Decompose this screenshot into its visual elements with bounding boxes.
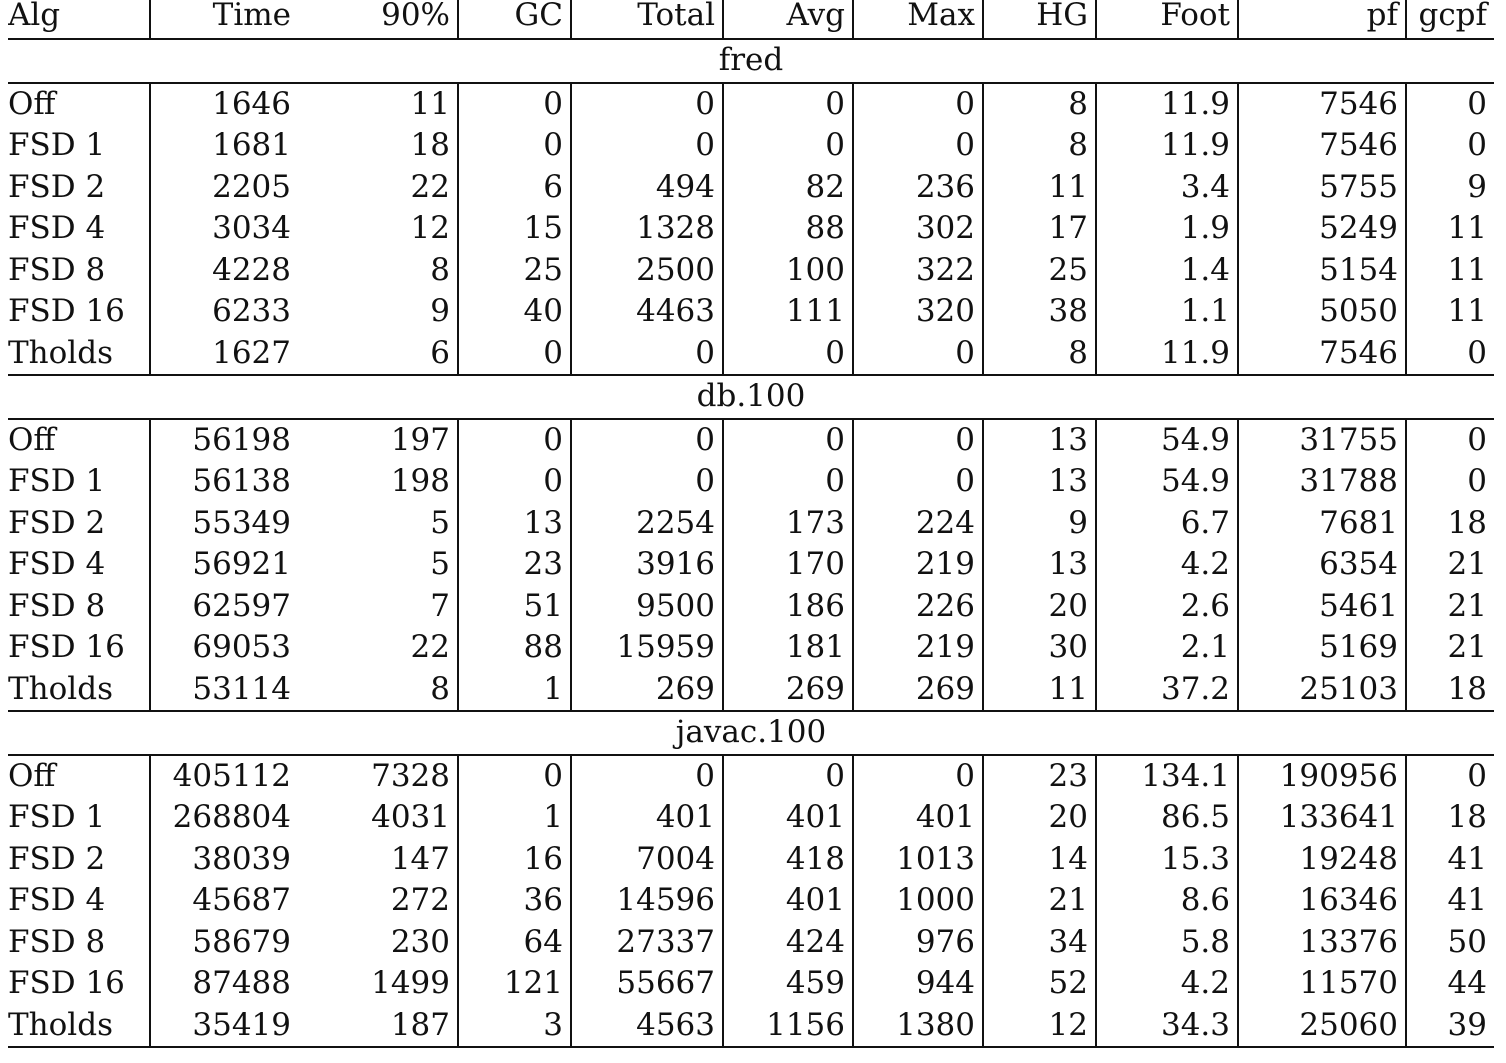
value-cell: 0 bbox=[1467, 463, 1487, 500]
value-cell: 7546 bbox=[1238, 125, 1406, 167]
value-cell: 7 bbox=[298, 586, 458, 628]
column-header: Foot bbox=[1096, 0, 1238, 39]
value-cell: 6 bbox=[298, 333, 458, 376]
value-cell: 38 bbox=[983, 291, 1096, 333]
value-cell: 27337 bbox=[571, 922, 723, 964]
value-cell: 1.4 bbox=[1096, 250, 1238, 292]
value-cell: 34.3 bbox=[1096, 1005, 1238, 1048]
value-cell: 459 bbox=[723, 963, 853, 1005]
value-cell: 14 bbox=[983, 839, 1096, 881]
value-cell: 0 bbox=[571, 419, 723, 462]
value-cell: 18 bbox=[1447, 799, 1487, 836]
value-cell: 31755 bbox=[1238, 419, 1406, 462]
value-cell: 45687 bbox=[192, 882, 291, 919]
table-row bbox=[8, 83, 1494, 126]
algorithm-cell: FSD 2 bbox=[8, 839, 150, 881]
value-cell: 1681 bbox=[212, 127, 291, 164]
value-cell: 69053 bbox=[192, 629, 291, 666]
value-cell: 187 bbox=[298, 1005, 458, 1048]
value-cell: 44 bbox=[1447, 965, 1487, 1002]
value-cell: 23 bbox=[983, 755, 1096, 798]
value-cell: 36 bbox=[458, 880, 571, 922]
value-cell: 21 bbox=[983, 880, 1096, 922]
value-cell: 5 bbox=[298, 503, 458, 545]
value-cell: 21 bbox=[1447, 546, 1487, 583]
value-cell: 0 bbox=[1467, 334, 1487, 371]
value-cell: 2500 bbox=[571, 250, 723, 292]
value-cell: 41 bbox=[1447, 882, 1487, 919]
value-cell: 22 bbox=[298, 627, 458, 669]
value-cell: 944 bbox=[853, 963, 983, 1005]
value-cell: 88 bbox=[458, 627, 571, 669]
value-cell: 87488 bbox=[192, 965, 291, 1002]
value-cell: 224 bbox=[853, 503, 983, 545]
value-cell: 147 bbox=[298, 839, 458, 881]
table-row bbox=[8, 963, 1494, 1005]
value-cell: 16 bbox=[458, 839, 571, 881]
column-header: GC bbox=[458, 0, 571, 39]
value-cell: 12 bbox=[983, 1005, 1096, 1048]
value-cell: 3.4 bbox=[1096, 167, 1238, 209]
value-cell: 56921 bbox=[192, 546, 291, 583]
value-cell: 4.2 bbox=[1096, 544, 1238, 586]
table-row bbox=[8, 797, 1494, 839]
value-cell: 6 bbox=[458, 167, 571, 209]
value-cell: 111 bbox=[723, 291, 853, 333]
column-header: pf bbox=[1238, 0, 1406, 39]
value-cell: 5461 bbox=[1238, 586, 1406, 628]
value-cell: 7328 bbox=[298, 755, 458, 798]
value-cell: 0 bbox=[853, 461, 983, 503]
value-cell: 8.6 bbox=[1096, 880, 1238, 922]
value-cell: 5050 bbox=[1238, 291, 1406, 333]
value-cell: 100 bbox=[723, 250, 853, 292]
value-cell: 2.6 bbox=[1096, 586, 1238, 628]
value-cell: 55349 bbox=[192, 504, 291, 541]
value-cell: 18 bbox=[1447, 670, 1487, 707]
value-cell: 0 bbox=[723, 461, 853, 503]
value-cell: 7546 bbox=[1238, 333, 1406, 376]
value-cell: 21 bbox=[1447, 587, 1487, 624]
value-cell: 494 bbox=[571, 167, 723, 209]
results-table bbox=[8, 0, 1494, 1048]
table-row bbox=[8, 1005, 1494, 1048]
value-cell: 0 bbox=[458, 333, 571, 376]
table-row bbox=[8, 627, 1494, 669]
value-cell: 1013 bbox=[853, 839, 983, 881]
value-cell: 55667 bbox=[571, 963, 723, 1005]
value-cell: 13 bbox=[983, 544, 1096, 586]
value-cell: 197 bbox=[298, 419, 458, 462]
value-cell: 11 bbox=[1447, 251, 1487, 288]
value-cell: 268804 bbox=[172, 799, 291, 836]
value-cell: 0 bbox=[853, 125, 983, 167]
value-cell: 401 bbox=[571, 797, 723, 839]
value-cell: 269 bbox=[853, 669, 983, 712]
value-cell: 11 bbox=[983, 669, 1096, 712]
value-cell: 15959 bbox=[571, 627, 723, 669]
algorithm-cell: FSD 4 bbox=[8, 208, 150, 250]
value-cell: 4563 bbox=[571, 1005, 723, 1048]
table-body bbox=[8, 39, 1494, 1047]
value-cell: 4.2 bbox=[1096, 963, 1238, 1005]
value-cell: 56138 bbox=[192, 463, 291, 500]
value-cell: 18 bbox=[1447, 504, 1487, 541]
value-cell: 401 bbox=[723, 880, 853, 922]
value-cell: 1 bbox=[458, 669, 571, 712]
table-row bbox=[8, 419, 1494, 462]
algorithm-cell: FSD 1 bbox=[8, 797, 150, 839]
algorithm-cell: FSD 2 bbox=[8, 167, 150, 209]
value-cell: 4463 bbox=[571, 291, 723, 333]
value-cell: 37.2 bbox=[1096, 669, 1238, 712]
value-cell: 269 bbox=[571, 669, 723, 712]
value-cell: 5249 bbox=[1238, 208, 1406, 250]
value-cell: 418 bbox=[723, 839, 853, 881]
value-cell: 3034 bbox=[212, 210, 291, 247]
value-cell: 13376 bbox=[1238, 922, 1406, 964]
column-header: Time bbox=[212, 0, 291, 33]
value-cell: 50 bbox=[1447, 923, 1487, 960]
value-cell: 38039 bbox=[192, 840, 291, 877]
value-cell: 1000 bbox=[853, 880, 983, 922]
column-header: Total bbox=[571, 0, 723, 39]
value-cell: 40 bbox=[458, 291, 571, 333]
value-cell: 401 bbox=[723, 797, 853, 839]
value-cell: 9 bbox=[298, 291, 458, 333]
algorithm-cell: FSD 8 bbox=[8, 586, 150, 628]
table-row bbox=[8, 669, 1494, 712]
column-header: HG bbox=[983, 0, 1096, 39]
algorithm-cell: Tholds bbox=[8, 333, 150, 376]
value-cell: 0 bbox=[723, 419, 853, 462]
value-cell: 0 bbox=[458, 419, 571, 462]
value-cell: 11 bbox=[1447, 210, 1487, 247]
value-cell: 64 bbox=[458, 922, 571, 964]
value-cell: 226 bbox=[853, 586, 983, 628]
value-cell: 35419 bbox=[192, 1006, 291, 1043]
value-cell: 25 bbox=[983, 250, 1096, 292]
value-cell: 3 bbox=[458, 1005, 571, 1048]
table-row bbox=[8, 922, 1494, 964]
value-cell: 134.1 bbox=[1096, 755, 1238, 798]
value-cell: 22 bbox=[298, 167, 458, 209]
value-cell: 5154 bbox=[1238, 250, 1406, 292]
value-cell: 11.9 bbox=[1096, 125, 1238, 167]
value-cell: 11 bbox=[298, 83, 458, 126]
column-header: gcpf bbox=[1418, 0, 1487, 33]
group-header-row bbox=[8, 39, 1494, 83]
value-cell: 9 bbox=[983, 503, 1096, 545]
algorithm-cell: FSD 4 bbox=[8, 880, 150, 922]
algorithm-cell: FSD 8 bbox=[8, 250, 150, 292]
value-cell: 5755 bbox=[1238, 167, 1406, 209]
value-cell: 1 bbox=[458, 797, 571, 839]
value-cell: 11.9 bbox=[1096, 83, 1238, 126]
value-cell: 8 bbox=[983, 333, 1096, 376]
value-cell: 56198 bbox=[192, 421, 291, 458]
algorithm-cell: FSD 16 bbox=[8, 291, 150, 333]
value-cell: 7004 bbox=[571, 839, 723, 881]
group-header-row bbox=[8, 711, 1494, 755]
group-title: javac.100 bbox=[675, 714, 827, 751]
value-cell: 25060 bbox=[1238, 1005, 1406, 1048]
value-cell: 0 bbox=[853, 755, 983, 798]
algorithm-cell: FSD 2 bbox=[8, 503, 150, 545]
header-row bbox=[8, 0, 1494, 39]
algorithm-cell: FSD 1 bbox=[8, 461, 150, 503]
algorithm-cell: Off bbox=[8, 83, 150, 126]
value-cell: 6.7 bbox=[1096, 503, 1238, 545]
value-cell: 0 bbox=[853, 83, 983, 126]
value-cell: 12 bbox=[298, 208, 458, 250]
value-cell: 302 bbox=[853, 208, 983, 250]
value-cell: 1646 bbox=[212, 85, 291, 122]
value-cell: 0 bbox=[853, 333, 983, 376]
value-cell: 8 bbox=[298, 669, 458, 712]
table-row bbox=[8, 586, 1494, 628]
value-cell: 58679 bbox=[192, 923, 291, 960]
algorithm-cell: FSD 16 bbox=[8, 963, 150, 1005]
value-cell: 2254 bbox=[571, 503, 723, 545]
value-cell: 25103 bbox=[1238, 669, 1406, 712]
value-cell: 18 bbox=[298, 125, 458, 167]
column-header: Avg bbox=[723, 0, 853, 39]
value-cell: 5.8 bbox=[1096, 922, 1238, 964]
value-cell: 0 bbox=[571, 125, 723, 167]
value-cell: 401 bbox=[853, 797, 983, 839]
value-cell: 1627 bbox=[212, 334, 291, 371]
value-cell: 0 bbox=[571, 333, 723, 376]
value-cell: 0 bbox=[571, 461, 723, 503]
value-cell: 82 bbox=[723, 167, 853, 209]
value-cell: 0 bbox=[458, 755, 571, 798]
algorithm-cell: FSD 16 bbox=[8, 627, 150, 669]
value-cell: 15.3 bbox=[1096, 839, 1238, 881]
value-cell: 976 bbox=[853, 922, 983, 964]
value-cell: 86.5 bbox=[1096, 797, 1238, 839]
value-cell: 133641 bbox=[1238, 797, 1406, 839]
value-cell: 54.9 bbox=[1096, 419, 1238, 462]
value-cell: 198 bbox=[298, 461, 458, 503]
value-cell: 11 bbox=[983, 167, 1096, 209]
algorithm-cell: Tholds bbox=[8, 669, 150, 712]
value-cell: 13 bbox=[983, 461, 1096, 503]
value-cell: 5 bbox=[298, 544, 458, 586]
value-cell: 13 bbox=[458, 503, 571, 545]
table-row bbox=[8, 755, 1494, 798]
group-header-row bbox=[8, 375, 1494, 419]
value-cell: 320 bbox=[853, 291, 983, 333]
value-cell: 269 bbox=[723, 669, 853, 712]
column-header: Max bbox=[853, 0, 983, 39]
table-row bbox=[8, 208, 1494, 250]
value-cell: 0 bbox=[458, 125, 571, 167]
value-cell: 1328 bbox=[571, 208, 723, 250]
value-cell: 1380 bbox=[853, 1005, 983, 1048]
value-cell: 170 bbox=[723, 544, 853, 586]
value-cell: 9 bbox=[1467, 168, 1487, 205]
value-cell: 121 bbox=[458, 963, 571, 1005]
value-cell: 17 bbox=[983, 208, 1096, 250]
value-cell: 236 bbox=[853, 167, 983, 209]
value-cell: 16346 bbox=[1238, 880, 1406, 922]
value-cell: 2205 bbox=[212, 168, 291, 205]
value-cell: 0 bbox=[571, 755, 723, 798]
value-cell: 31788 bbox=[1238, 461, 1406, 503]
value-cell: 52 bbox=[983, 963, 1096, 1005]
value-cell: 54.9 bbox=[1096, 461, 1238, 503]
group-title: fred bbox=[718, 42, 784, 79]
value-cell: 53114 bbox=[192, 670, 291, 707]
value-cell: 8 bbox=[298, 250, 458, 292]
value-cell: 30 bbox=[983, 627, 1096, 669]
value-cell: 11570 bbox=[1238, 963, 1406, 1005]
value-cell: 190956 bbox=[1238, 755, 1406, 798]
value-cell: 0 bbox=[458, 461, 571, 503]
value-cell: 19248 bbox=[1238, 839, 1406, 881]
value-cell: 39 bbox=[1447, 1006, 1487, 1043]
table-row bbox=[8, 167, 1494, 209]
value-cell: 1.1 bbox=[1096, 291, 1238, 333]
value-cell: 219 bbox=[853, 627, 983, 669]
value-cell: 5169 bbox=[1238, 627, 1406, 669]
value-cell: 0 bbox=[458, 83, 571, 126]
table-row bbox=[8, 544, 1494, 586]
value-cell: 4228 bbox=[212, 251, 291, 288]
column-header: Alg bbox=[8, 0, 150, 39]
value-cell: 7546 bbox=[1238, 83, 1406, 126]
value-cell: 14596 bbox=[571, 880, 723, 922]
value-cell: 186 bbox=[723, 586, 853, 628]
table-row bbox=[8, 250, 1494, 292]
algorithm-cell: FSD 4 bbox=[8, 544, 150, 586]
value-cell: 20 bbox=[983, 797, 1096, 839]
value-cell: 20 bbox=[983, 586, 1096, 628]
value-cell: 2.1 bbox=[1096, 627, 1238, 669]
algorithm-cell: Off bbox=[8, 419, 150, 462]
algorithm-cell: FSD 8 bbox=[8, 922, 150, 964]
value-cell: 1156 bbox=[723, 1005, 853, 1048]
value-cell: 0 bbox=[1467, 421, 1487, 458]
value-cell: 0 bbox=[723, 755, 853, 798]
value-cell: 405112 bbox=[172, 757, 291, 794]
value-cell: 15 bbox=[458, 208, 571, 250]
algorithm-cell: Off bbox=[8, 755, 150, 798]
table-row bbox=[8, 291, 1494, 333]
table-row bbox=[8, 839, 1494, 881]
value-cell: 21 bbox=[1447, 629, 1487, 666]
table-row bbox=[8, 503, 1494, 545]
value-cell: 1499 bbox=[298, 963, 458, 1005]
value-cell: 4031 bbox=[298, 797, 458, 839]
value-cell: 1.9 bbox=[1096, 208, 1238, 250]
table-row bbox=[8, 125, 1494, 167]
value-cell: 3916 bbox=[571, 544, 723, 586]
value-cell: 8 bbox=[983, 125, 1096, 167]
value-cell: 0 bbox=[723, 83, 853, 126]
value-cell: 23 bbox=[458, 544, 571, 586]
value-cell: 62597 bbox=[192, 587, 291, 624]
table-row bbox=[8, 880, 1494, 922]
value-cell: 0 bbox=[1467, 127, 1487, 164]
value-cell: 0 bbox=[1467, 85, 1487, 122]
column-header: 90% bbox=[298, 0, 458, 39]
value-cell: 34 bbox=[983, 922, 1096, 964]
value-cell: 0 bbox=[853, 419, 983, 462]
value-cell: 7681 bbox=[1238, 503, 1406, 545]
value-cell: 8 bbox=[983, 83, 1096, 126]
value-cell: 181 bbox=[723, 627, 853, 669]
value-cell: 0 bbox=[723, 333, 853, 376]
value-cell: 6354 bbox=[1238, 544, 1406, 586]
value-cell: 6233 bbox=[212, 293, 291, 330]
value-cell: 0 bbox=[723, 125, 853, 167]
value-cell: 11.9 bbox=[1096, 333, 1238, 376]
value-cell: 51 bbox=[458, 586, 571, 628]
value-cell: 11 bbox=[1447, 293, 1487, 330]
algorithm-cell: Tholds bbox=[8, 1005, 150, 1048]
value-cell: 13 bbox=[983, 419, 1096, 462]
value-cell: 230 bbox=[298, 922, 458, 964]
value-cell: 424 bbox=[723, 922, 853, 964]
value-cell: 219 bbox=[853, 544, 983, 586]
value-cell: 0 bbox=[571, 83, 723, 126]
value-cell: 322 bbox=[853, 250, 983, 292]
group-title: db.100 bbox=[696, 378, 806, 415]
value-cell: 88 bbox=[723, 208, 853, 250]
algorithm-cell: FSD 1 bbox=[8, 125, 150, 167]
value-cell: 0 bbox=[1467, 757, 1487, 794]
value-cell: 272 bbox=[298, 880, 458, 922]
value-cell: 25 bbox=[458, 250, 571, 292]
table-row bbox=[8, 333, 1494, 376]
value-cell: 9500 bbox=[571, 586, 723, 628]
table-row bbox=[8, 461, 1494, 503]
value-cell: 173 bbox=[723, 503, 853, 545]
value-cell: 41 bbox=[1447, 840, 1487, 877]
